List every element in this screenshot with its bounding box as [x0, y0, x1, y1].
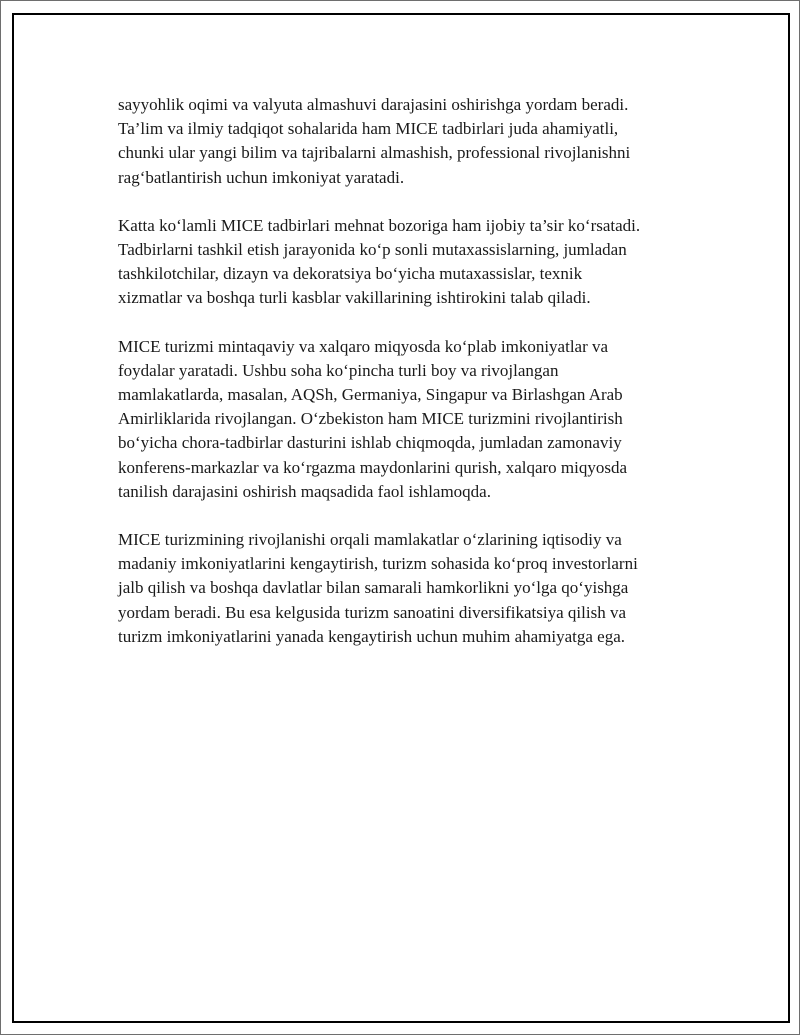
text-line: mamlakatlarda, masalan, AQSh, Germaniya, Singapur va Birlashgan Arab [118, 385, 623, 405]
text-line: bo‘yicha chora-tadbirlar dasturini ishlab chiqmoqda, jumladan zamonaviy [118, 433, 622, 453]
text-line: Tadbirlarni tashkil etish jarayonida ko‘p sonli mutaxassislarning, jumladan [118, 240, 627, 260]
paragraph-1 [118, 93, 698, 190]
document-body [118, 93, 698, 673]
paragraph-2 [118, 214, 698, 311]
text-line: MICE turizmi mintaqaviy va xalqaro miqyosda ko‘plab imkoniyatlar va [118, 336, 609, 356]
text-line: turizm imkoniyatlarini yanada kengaytirish uchun muhim ahamiyatga ega. [118, 626, 626, 646]
text-line: sayyohlik oqimi va valyuta almashuvi darajasini oshirishga yordam beradi. [118, 95, 629, 114]
text-line: yordam beradi. Bu esa kelgusida turizm sanoatini diversifikatsiya qilish va [118, 602, 626, 622]
paragraph-4 [118, 528, 698, 649]
text-line: rag‘batlantirish uchun imkoniyat yaratadi. [118, 167, 405, 187]
text-line: konferens-markazlar va ko‘rgazma maydonlarini qurish, xalqaro miqyosda [118, 457, 628, 477]
text-line: Katta ko‘lamli MICE tadbirlari mehnat bozoriga ham ijobiy ta’sir ko‘rsatadi. [118, 215, 641, 235]
text-line: madaniy imkoniyatlarini kengaytirish, turizm sohasida ko‘proq investorlarni [118, 554, 638, 574]
text-line: Amirliklarida rivojlangan. O‘zbekiston ham MICE turizmini rivojlantirish [118, 409, 623, 429]
text-line: chunki ular yangi bilim va tajribalarni almashish, professional rivojlanishni [118, 143, 631, 163]
text-line: Ta’lim va ilmiy tadqiqot sohalarida ham MICE tadbirlari juda ahamiyatli, [118, 119, 619, 139]
text-line: jalb qilish va boshqa davlatlar bilan samarali hamkorlikni yo‘lga qo‘yishga [118, 578, 629, 598]
text-line: tashkilotchilar, dizayn va dekoratsiya bo‘yicha mutaxassislar, texnik [118, 264, 583, 284]
text-line: MICE turizmining rivojlanishi orqali mamlakatlar o‘zlarining iqtisodiy va [118, 530, 622, 550]
paragraph-3 [118, 335, 698, 504]
text-line: foydalar yaratadi. Ushbu soha ko‘pincha turli boy va rivojlangan [118, 360, 559, 380]
text-line: xizmatlar va boshqa turli kasblar vakillarining ishtirokini talab qiladi. [118, 288, 591, 308]
text-line: tanilish darajasini oshirish maqsadida faol ishlamoqda. [118, 481, 491, 501]
